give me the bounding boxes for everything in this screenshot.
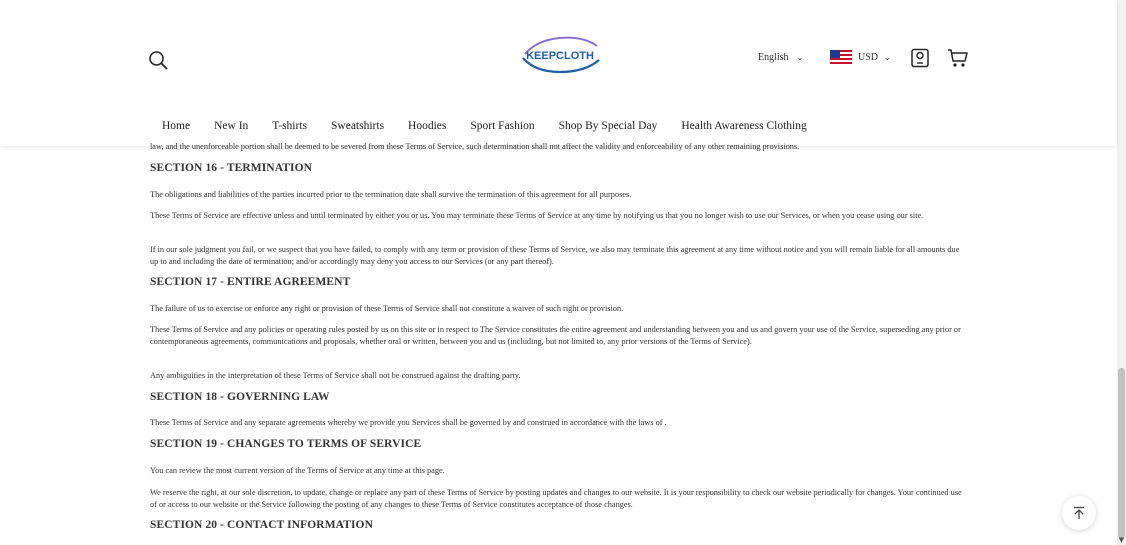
- logo[interactable]: [517, 32, 603, 78]
- section-16-para-3: If in our sole judgment you fail, or we suspect that you have failed, to comply with any term or provision of these Terms of Service, we also may terminate this agreement at any time without notice and you will remain liable for all amounts due up to and including the date of termination; and/or accordingly may deny you access to our Services (or any part thereof).: [150, 245, 960, 266]
- section-19-title: SECTION 19 - CHANGES TO TERMS OF SERVICE: [150, 438, 422, 450]
- severability-text: law, and the unenforceable portion shall be deemed to be severed from these Terms of Service, such determination shall not affect the validity and enforceability of any other remaining provisions.: [150, 142, 800, 151]
- language-label: English: [758, 52, 789, 63]
- section-20-title: SECTION 20 - CONTACT INFORMATION: [150, 519, 373, 531]
- language-select[interactable]: [758, 52, 803, 63]
- svg-text:KEEPCLOTH: KEEPCLOTH: [526, 50, 594, 62]
- section-18-title: SECTION 18 - GOVERNING LAW: [150, 391, 330, 403]
- nav-item-sweatshirts[interactable]: Sweatshirts: [331, 120, 385, 132]
- nav-item-home[interactable]: Home: [162, 120, 191, 132]
- page-scrollbar[interactable]: [1117, 0, 1126, 545]
- nav-item-t-shirts[interactable]: T-shirts: [272, 120, 308, 132]
- cart-icon[interactable]: [947, 48, 969, 68]
- site-header: [0, 0, 1117, 146]
- section-17-para-3: Any ambiguities in the interpretation of these Terms of Service shall not be construed against the drafting party.: [150, 371, 521, 380]
- nav-item-sport-fashion[interactable]: Sport Fashion: [470, 120, 535, 132]
- nav-item-hoodies[interactable]: Hoodies: [408, 120, 447, 132]
- arrow-up-icon: [1072, 506, 1086, 520]
- section-16-para-1: The obligations and liabilities of the parties incurred prior to the termination date shall survive the termination of this agreement for all purposes.: [150, 190, 632, 199]
- nav-item-health-awareness-clothing[interactable]: Health Awareness Clothing: [681, 120, 807, 132]
- chevron-down-icon: ⌄: [884, 52, 891, 62]
- currency-label: USD: [858, 51, 879, 63]
- section-17-para-2: These Terms of Service and any policies or operating rules posted by us on this site or in respect to The Service constitutes the entire agreement and understanding between you and us and govern your use of the Service, superseding any prior or contemporaneous agreements, communications and proposals, whether oral or written, between you and us (including, but not limited to, any prior versions of the Terms of Service).: [150, 325, 961, 346]
- section-18-para-1: These Terms of Service and any separate agreements whereby we provide you Services shall be governed by and construed in accordance with the laws of .: [150, 418, 667, 427]
- us-flag-icon: [830, 50, 852, 64]
- main-nav: [150, 120, 819, 132]
- section-19-para-2: We reserve the right, at our sole discretion, to update, change or replace any part of these Terms of Service by posting updates and changes to our website. It is your responsibility to check our website periodically for changes. Your continued use of or access to our website or the Service following the posting of any changes to these Terms of Service constitutes acceptance of those changes.: [150, 488, 962, 509]
- search-icon[interactable]: [148, 50, 168, 70]
- section-16-para-2: These Terms of Service are effective unless and until terminated by either you or us. You may terminate these Terms of Service at any time by notifying us that you no longer wish to use our Services, or when you cease using our site.: [150, 211, 924, 220]
- back-to-top-button[interactable]: [1062, 496, 1096, 530]
- scroll-down-arrow-icon[interactable]: ▼: [1118, 536, 1125, 544]
- nav-item-new-in[interactable]: New In: [214, 120, 249, 132]
- user-icon[interactable]: [910, 48, 930, 68]
- chevron-down-icon: ⌄: [796, 53, 804, 62]
- currency-select[interactable]: [830, 50, 891, 64]
- section-19-para-1: You can review the most current version of the Terms of Service at any time at this page.: [150, 466, 445, 475]
- section-17-title: SECTION 17 - ENTIRE AGREEMENT: [150, 276, 351, 288]
- section-16-title: SECTION 16 - TERMINATION: [150, 162, 313, 174]
- scrollbar-thumb[interactable]: [1118, 368, 1125, 538]
- section-17-para-1: The failure of us to exercise or enforce any right or provision of these Terms of Service shall not constitute a waiver of such right or provision.: [150, 304, 624, 313]
- nav-item-shop-by-special-day[interactable]: Shop By Special Day: [558, 120, 658, 132]
